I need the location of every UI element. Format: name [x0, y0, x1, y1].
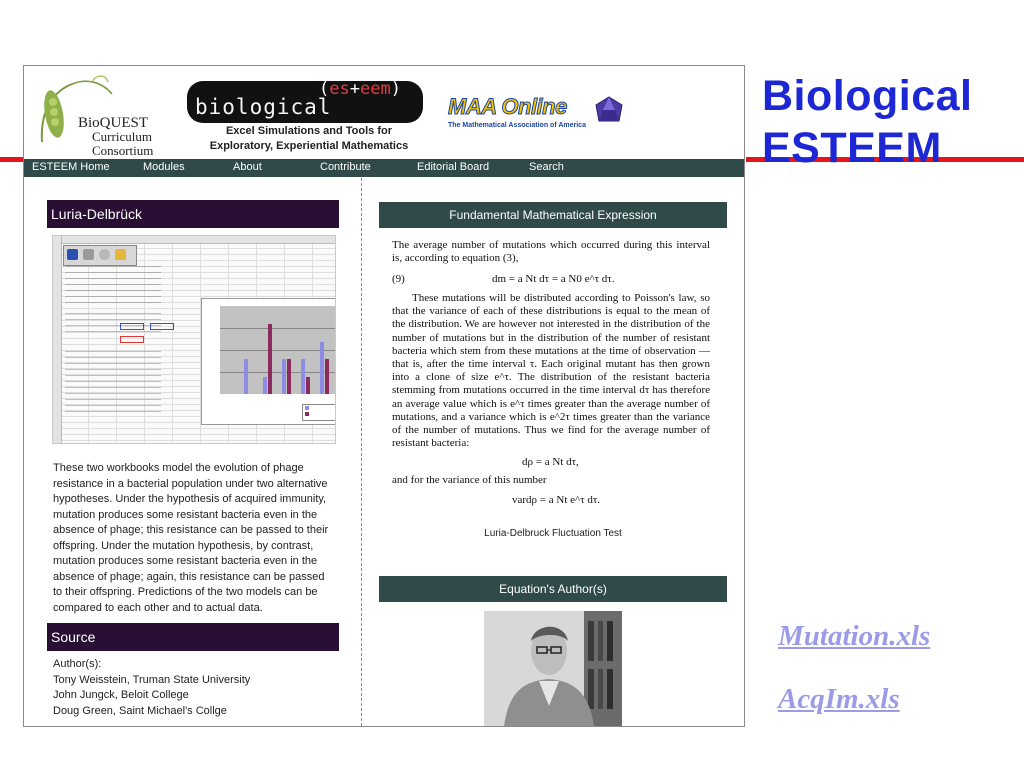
chart-gridline — [220, 328, 336, 329]
math-paragraph: These mutations will be distributed according to Poisson's law, so that the variance of each of these distributions is equal to the mean of the distribution. We are however not interested in the distribution of the number of mutations but in the distribution of the number of resistant bacteria which stem from these mutations at the time of observation — that is, after the time interval τ. Each original mutant has then grown into a clone of size e^τ. The distribution of the resistant bacteria stemming from mutations occurred in the time interval dτ has therefore an average value which is e^τ times greater than the average number of mutations, and a variance which is e^2τ times greater than the variance of the number of mutations. Thus we find for the average number of resistant bacteria: — [392, 292, 710, 450]
chart-gridline — [220, 350, 336, 351]
logo-esteem: (es+eem) — [319, 79, 401, 99]
nav-search[interactable]: Search — [529, 161, 564, 173]
maa-polyhedron-icon — [594, 96, 624, 124]
esteem-subtitle-line2: Exploratory, Experiential Mathematics — [209, 140, 409, 152]
variance-text: and for the variance of this number — [392, 474, 547, 486]
math-expression-heading: Fundamental Mathematical Expression — [379, 202, 727, 228]
maa-full-name: The Mathematical Association of America — [448, 122, 586, 129]
esteem-subtitle-line1: Excel Simulations and Tools for — [225, 125, 393, 137]
sheet-histogram-block — [65, 351, 161, 413]
mutation-xls-link[interactable]: Mutation.xls — [778, 620, 931, 652]
nav-editorial-board[interactable]: Editorial Board — [417, 161, 490, 173]
equation-3: vardρ = a Nt e^τ dτ. — [512, 494, 601, 506]
histogram-bar — [306, 377, 310, 394]
histogram-bar — [320, 342, 324, 394]
slide-title — [762, 70, 1022, 174]
nav-contribute[interactable]: Contribute — [320, 161, 371, 173]
nav-about[interactable]: About — [233, 161, 262, 173]
histogram-chart — [201, 298, 336, 425]
sheet-cell-highlight — [120, 336, 144, 343]
bioquest-text — [78, 116, 153, 158]
slide-title-line2: ESTEEM — [762, 124, 942, 172]
module-description: These two workbooks model the evolution of phage resistance in a bacterial population under two alternative hypotheses. Under the hypothesis of acquired immunity, mutation produces some resistant bacteria even in the absence of phage; this resistance can be passed to their offspring. Under the mutation hypothesis, by contrast, mutation produces some resistant bacteria even in the absence of phage; again, this resistance can be passed to their offspring. Predictions of the two models can be compared to each other and to actual data. — [53, 462, 329, 614]
histogram-bar — [325, 359, 329, 394]
sheet-row-header — [53, 236, 62, 443]
maa-online-logo[interactable] — [448, 94, 628, 134]
chart-gridline — [220, 372, 336, 373]
author-entry: Tony Weisstein, Truman State University — [53, 673, 251, 686]
sheet-toolbar — [63, 245, 137, 266]
nav-esteem-home[interactable]: ESTEEM Home — [32, 161, 110, 173]
math-intro: The average number of mutations which occurred during this interval is, according to equation (3), — [392, 239, 710, 265]
maa-online-text: MAA Online — [448, 94, 567, 119]
bioquest-line2: Curriculum — [92, 129, 152, 144]
histogram-bar — [301, 359, 305, 394]
disk-icon — [99, 249, 110, 260]
histogram-plot-area — [220, 306, 336, 394]
histogram-bar — [268, 324, 272, 394]
authors-label: Author(s): — [53, 658, 102, 670]
nav-bar — [24, 159, 744, 177]
author-entry: Doug Green, Saint Michael's Collge — [53, 704, 227, 717]
esteem-web-page — [23, 65, 745, 727]
histogram-bar — [287, 359, 291, 394]
module-heading: Luria-Delbrück — [47, 200, 339, 228]
equation-author-heading: Equation's Author(s) — [379, 576, 727, 602]
sheet-cell-highlight — [120, 323, 144, 330]
nav-modules[interactable]: Modules — [143, 161, 185, 173]
print-icon — [83, 249, 94, 260]
bioquest-line1: BioQUEST — [78, 115, 149, 131]
sheet-column-header — [53, 236, 335, 244]
save-icon — [67, 249, 78, 260]
web-header — [24, 66, 744, 159]
sheet-data-block — [65, 266, 161, 308]
equation-caption: Luria-Delbruck Fluctuation Test — [484, 528, 622, 539]
equation-1: dm = a Nt dτ = a N0 e^τ dτ. — [492, 273, 615, 285]
biological-esteem-logo[interactable] — [187, 81, 423, 123]
sheet-stats-block — [65, 313, 161, 333]
folder-icon — [115, 249, 126, 260]
histogram-bar — [244, 359, 248, 394]
histogram-bar — [263, 377, 267, 394]
author-photo — [484, 611, 622, 726]
chart-legend — [302, 404, 336, 421]
equation-number: (9) — [392, 273, 405, 285]
column-divider — [361, 178, 362, 726]
bioquest-line3: Consortium — [92, 143, 154, 158]
source-heading: Source — [47, 623, 339, 651]
esteem-subtitle — [204, 124, 414, 154]
sheet-cell-highlight — [150, 323, 174, 330]
source-authors — [53, 657, 343, 719]
spreadsheet-screenshot — [52, 235, 336, 444]
red-rule-left — [0, 157, 24, 162]
logo-word: biological — [195, 95, 332, 119]
author-portrait-image — [484, 611, 622, 726]
slide-title-line1: Biological — [762, 72, 973, 120]
histogram-bar — [282, 359, 286, 394]
acqim-xls-link[interactable]: AcqIm.xls — [778, 683, 900, 715]
equation-2: dρ = a Nt dτ, — [522, 456, 579, 468]
bioquest-logo[interactable] — [32, 72, 182, 157]
author-entry: John Jungck, Beloit College — [53, 689, 189, 701]
